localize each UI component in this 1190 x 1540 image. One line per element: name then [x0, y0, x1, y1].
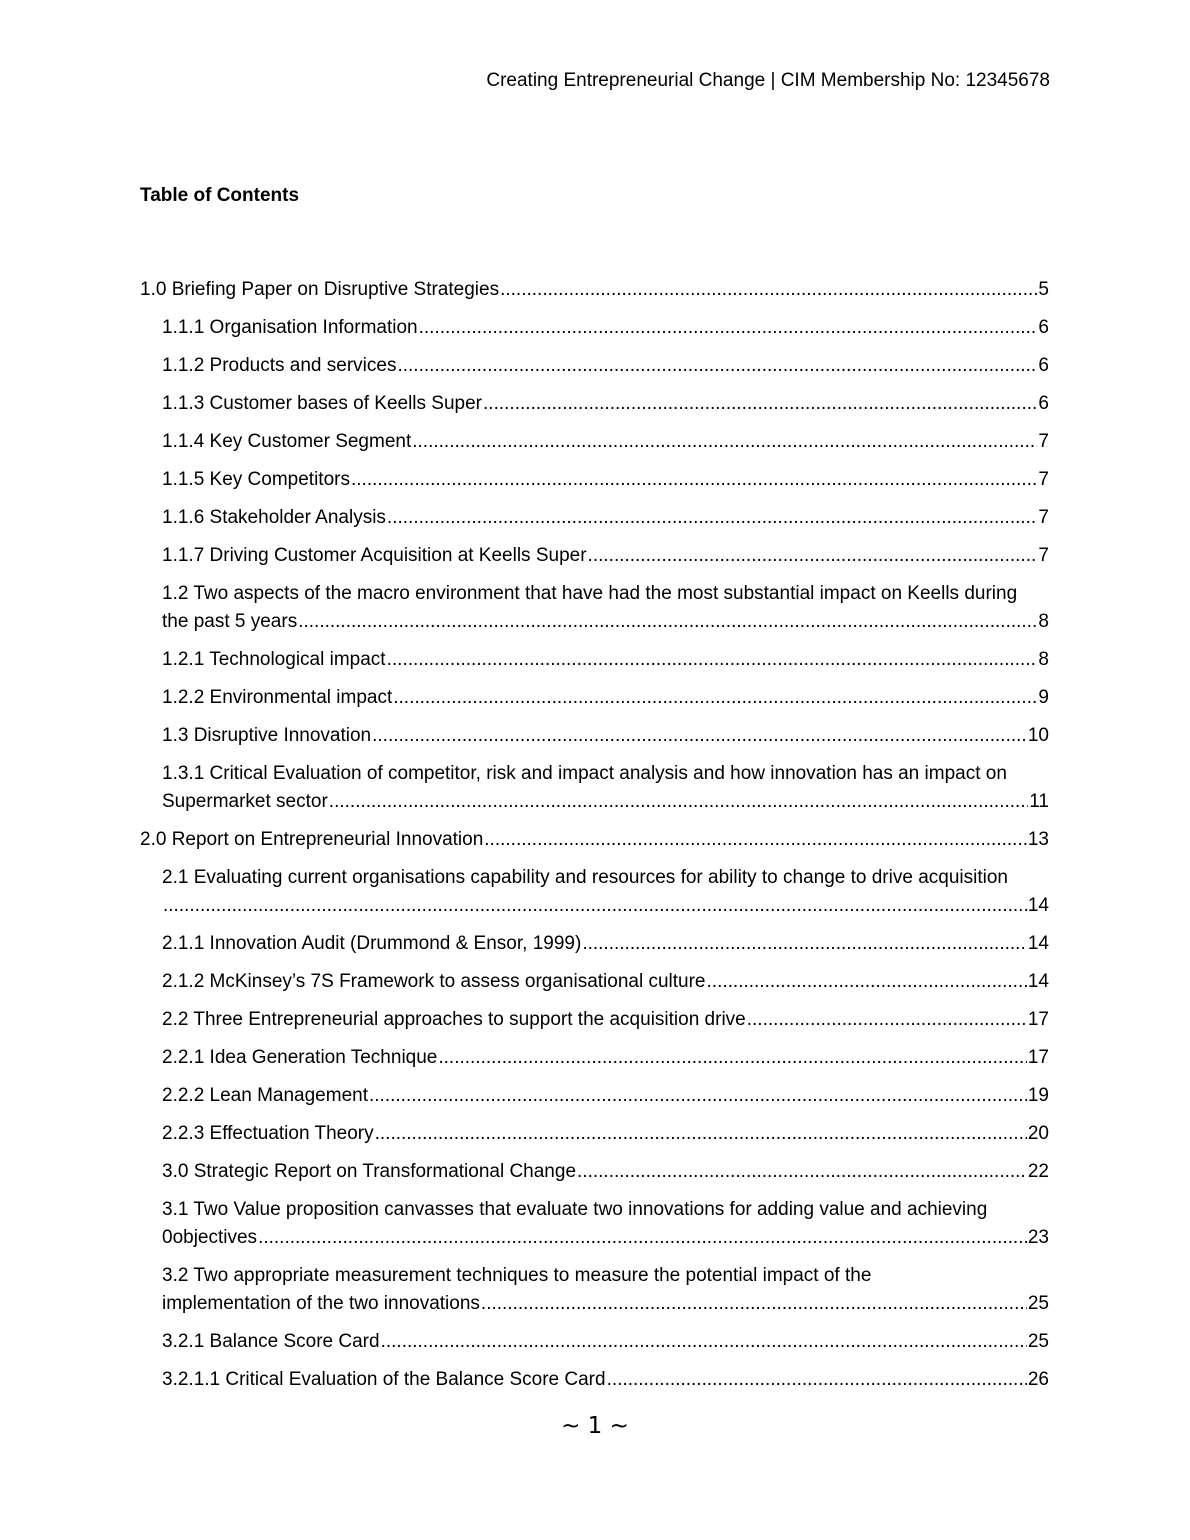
toc-entry[interactable]: [140, 428, 1049, 456]
toc-entry-page-number: 7: [1038, 469, 1049, 490]
toc-entry-page-number: 9: [1038, 687, 1049, 708]
toc-entry[interactable]: [140, 1366, 1049, 1394]
toc-entry[interactable]: [140, 684, 1049, 712]
toc-entry-title: 1.1.7 Driving Customer Acquisition at Keells Super: [162, 545, 587, 566]
toc-leader-dots: [500, 276, 1037, 304]
toc-leader-dots: [588, 542, 1038, 570]
toc-entry-title: 2.2 Three Entrepreneurial approaches to support the acquisition drive: [162, 1009, 746, 1030]
toc-leader-dots: [747, 1006, 1027, 1034]
toc-entry[interactable]: [140, 390, 1049, 418]
toc-entry-page-number: 10: [1027, 725, 1049, 746]
toc-entry[interactable]: [140, 930, 1049, 958]
toc-entry[interactable]: [140, 314, 1049, 342]
toc-entry-page-number: 23: [1027, 1227, 1049, 1248]
page-number: ~ 1 ~: [561, 1413, 629, 1439]
toc-entry[interactable]: [140, 646, 1049, 674]
toc-leader-dots: [258, 1224, 1027, 1252]
toc-entry-page-number: 7: [1038, 431, 1049, 452]
toc-entry-title: 2.2.3 Effectuation Theory: [162, 1123, 374, 1144]
toc-entry-title: 3.0 Strategic Report on Transformational Change: [162, 1161, 577, 1182]
toc-entry[interactable]: [140, 1196, 1049, 1252]
toc-entry-title-line: 2.1 Evaluating current organisations capability and resources for ability to change to drive acquisition: [162, 867, 1008, 888]
toc-entry[interactable]: [140, 826, 1049, 854]
toc-entry-page-number: 25: [1027, 1293, 1049, 1314]
toc-entry-page-number: 25: [1027, 1331, 1049, 1352]
toc-entry-title: 2.1.1 Innovation Audit (Drummond & Ensor, 1999): [162, 933, 582, 954]
toc-entry[interactable]: [140, 1262, 1049, 1318]
toc-entry-title: 2.0 Report on Entrepreneurial Innovation: [140, 829, 484, 850]
toc-entry-title: 1.2.1 Technological impact: [162, 649, 386, 670]
toc-entry-page-number: 22: [1027, 1161, 1049, 1182]
toc-leader-dots: [484, 826, 1027, 854]
toc-entry-title-line: 3.1 Two Value proposition canvasses that evaluate two innovations for adding value and achieving: [162, 1199, 988, 1220]
toc-entry-title: 3.2.1.1 Critical Evaluation of the Balance Score Card: [162, 1369, 606, 1390]
toc-entry[interactable]: [140, 760, 1049, 816]
toc-leader-dots: [483, 390, 1037, 418]
toc-entry-title: 0objectives: [162, 1227, 258, 1248]
toc-entry-page-number: 14: [1027, 971, 1049, 992]
toc-title: Table of Contents: [140, 185, 300, 206]
toc-entry[interactable]: [140, 504, 1049, 532]
toc-entry[interactable]: [140, 276, 1049, 304]
toc-entry-page-number: 14: [1027, 895, 1049, 916]
toc-entry-title: 1.1.6 Stakeholder Analysis: [162, 507, 386, 528]
toc-entry-title: Supermarket sector: [162, 791, 328, 812]
toc-leader-dots: [329, 788, 1028, 816]
toc-entry-title: 1.2.2 Environmental impact: [162, 687, 393, 708]
toc-entry-page-number: 14: [1027, 933, 1049, 954]
toc-leader-dots: [397, 352, 1037, 380]
toc-entry[interactable]: [140, 1120, 1049, 1148]
toc-entry-page-number: 6: [1038, 355, 1049, 376]
table-of-contents: [140, 276, 1049, 1404]
toc-leader-dots: [577, 1158, 1027, 1186]
toc-leader-dots: [481, 1290, 1027, 1318]
toc-leader-dots: [412, 428, 1037, 456]
toc-leader-dots: [298, 608, 1037, 636]
toc-entry[interactable]: [140, 580, 1049, 636]
toc-leader-dots: [607, 1366, 1027, 1394]
toc-entry-page-number: 7: [1038, 507, 1049, 528]
toc-entry[interactable]: [140, 542, 1049, 570]
toc-leader-dots: [372, 722, 1027, 750]
toc-leader-dots: [582, 930, 1027, 958]
toc-entry[interactable]: [140, 864, 1049, 920]
toc-leader-dots: [387, 646, 1038, 674]
toc-entry-title: 2.2.2 Lean Management: [162, 1085, 368, 1106]
toc-entry[interactable]: [140, 722, 1049, 750]
toc-entry-page-number: 26: [1027, 1369, 1049, 1390]
toc-entry[interactable]: [140, 968, 1049, 996]
toc-leader-dots: [381, 1328, 1027, 1356]
toc-entry-title: 2.2.1 Idea Generation Technique: [162, 1047, 438, 1068]
toc-entry[interactable]: [140, 1082, 1049, 1110]
toc-entry-page-number: 11: [1029, 791, 1049, 812]
toc-entry-page-number: 8: [1038, 649, 1049, 670]
toc-entry-page-number: 17: [1027, 1047, 1049, 1068]
toc-entry-title: 1.0 Briefing Paper on Disruptive Strategies: [140, 279, 500, 300]
toc-leader-dots: [393, 684, 1037, 712]
toc-entry-page-number: 19: [1027, 1085, 1049, 1106]
toc-entry-title-line: 1.2 Two aspects of the macro environment that have had the most substantial impact on Keells during: [162, 583, 1018, 604]
toc-leader-dots: [375, 1120, 1027, 1148]
toc-entry[interactable]: [140, 1158, 1049, 1186]
toc-entry-page-number: 17: [1027, 1009, 1049, 1030]
toc-entry-title: the past 5 years: [162, 611, 298, 632]
toc-entry-title: 1.1.5 Key Competitors: [162, 469, 350, 490]
toc-leader-dots: [419, 314, 1038, 342]
toc-entry[interactable]: [140, 1006, 1049, 1034]
toc-entry-page-number: 5: [1038, 279, 1049, 300]
toc-leader-dots: [707, 968, 1027, 996]
toc-entry-title: 1.1.1 Organisation Information: [162, 317, 418, 338]
toc-entry-page-number: 6: [1038, 317, 1049, 338]
toc-leader-dots: [369, 1082, 1027, 1110]
toc-entry-title: implementation of the two innovations: [162, 1293, 480, 1314]
toc-entry-page-number: 13: [1027, 829, 1049, 850]
toc-leader-dots: [163, 892, 1027, 920]
toc-entry-title: 2.1.2 McKinsey’s 7S Framework to assess organisational culture: [162, 971, 706, 992]
toc-entry[interactable]: [140, 352, 1049, 380]
toc-entry[interactable]: [140, 1044, 1049, 1072]
toc-entry-title: 1.1.4 Key Customer Segment: [162, 431, 412, 452]
toc-entry-page-number: 7: [1038, 545, 1049, 566]
toc-entry-page-number: 6: [1038, 393, 1049, 414]
toc-entry-page-number: 20: [1027, 1123, 1049, 1144]
toc-entry-title-line: 1.3.1 Critical Evaluation of competitor, risk and impact analysis and how innovation has an impact on: [162, 763, 1007, 784]
toc-leader-dots: [438, 1044, 1026, 1072]
toc-entry[interactable]: [140, 466, 1049, 494]
toc-leader-dots: [387, 504, 1038, 532]
toc-entry-title: 1.1.3 Customer bases of Keells Super: [162, 393, 483, 414]
toc-entry[interactable]: [140, 1328, 1049, 1356]
toc-entry-title-line: 3.2 Two appropriate measurement techniques to measure the potential impact of the: [162, 1265, 872, 1286]
toc-leader-dots: [351, 466, 1037, 494]
page-header: Creating Entrepreneurial Change | CIM Membership No: 12345678: [486, 70, 1050, 91]
toc-entry-title: 1.3 Disruptive Innovation: [162, 725, 372, 746]
toc-entry-title: 3.2.1 Balance Score Card: [162, 1331, 380, 1352]
toc-entry-page-number: 8: [1038, 611, 1049, 632]
toc-entry-title: 1.1.2 Products and services: [162, 355, 397, 376]
